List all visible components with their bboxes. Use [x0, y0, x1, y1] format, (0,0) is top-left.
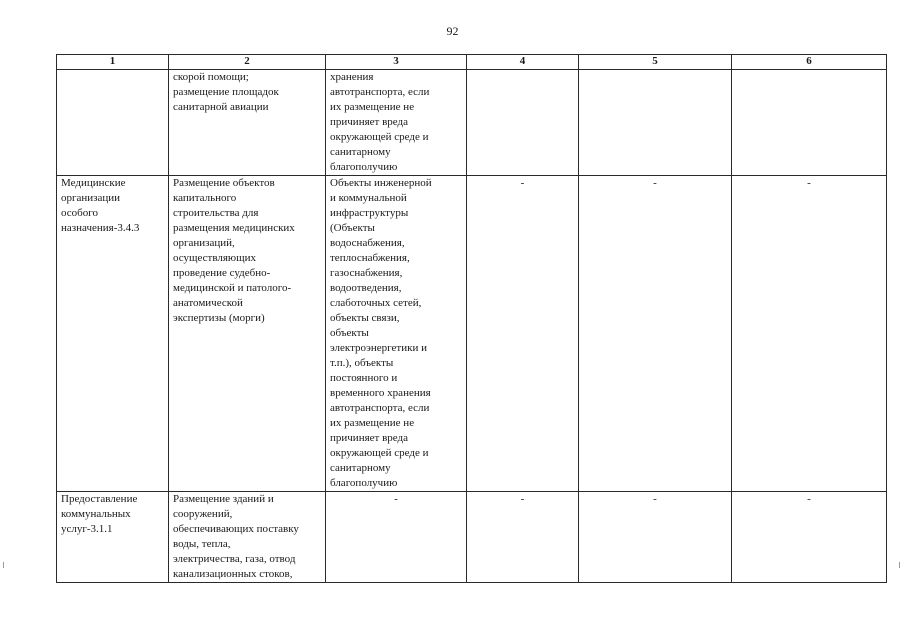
cell-auxiliary-use: Объекты инженерной и коммунальной инфраструктуры (Объекты водоснабжения, теплоснабжения, газоснабжения, водоотведения, слаботочных сетей, объекты связи, объекты электроэнергетики и т.п.), объекты постоянного и временного хранения автотранспорта, если их размещение не причиняет вреда окружающей среде и санитарному благополучию [326, 176, 467, 492]
cell-auxiliary-use: - [326, 492, 467, 583]
cell-col-6 [732, 70, 887, 176]
cell-col-4: - [467, 492, 579, 583]
cell-col-4 [467, 70, 579, 176]
cell-land-use-type [57, 70, 169, 176]
cell-col-5: - [579, 492, 732, 583]
cell-description: Размещение объектов капитального строительства для размещения медицинских организаций, осуществляющих проведение судебно- медицинской и патолого- анатомической экспертизы (морги) [169, 176, 326, 492]
cell-auxiliary-use: хранения автотранспорта, если их размещение не причиняет вреда окружающей среде и санитарному благополучию [326, 70, 467, 176]
cell-description: скорой помощи; размещение площадок санитарной авиации [169, 70, 326, 176]
header-col-2: 2 [169, 55, 326, 70]
cell-col-5: - [579, 176, 732, 492]
cell-col-5 [579, 70, 732, 176]
table-row [57, 492, 887, 583]
table-row [57, 70, 887, 176]
header-row [57, 55, 887, 70]
cell-col-6: - [732, 492, 887, 583]
right-margin-mark [899, 562, 900, 568]
cell-col-4: - [467, 176, 579, 492]
cell-land-use-type: Предоставление коммунальных услуг-3.1.1 [57, 492, 169, 583]
zoning-table [56, 54, 887, 583]
left-margin-mark [3, 562, 4, 568]
table-row [57, 176, 887, 492]
header-col-1: 1 [57, 55, 169, 70]
header-col-3: 3 [326, 55, 467, 70]
cell-col-6: - [732, 176, 887, 492]
page-number: 92 [446, 24, 459, 38]
header-col-4: 4 [467, 55, 579, 70]
cell-description: Размещение зданий и сооружений, обеспечивающих поставку воды, тепла, электричества, газа, отвод канализационных стоков, [169, 492, 326, 583]
cell-land-use-type: Медицинские организации особого назначения-3.4.3 [57, 176, 169, 492]
header-col-6: 6 [732, 55, 887, 70]
header-col-5: 5 [579, 55, 732, 70]
